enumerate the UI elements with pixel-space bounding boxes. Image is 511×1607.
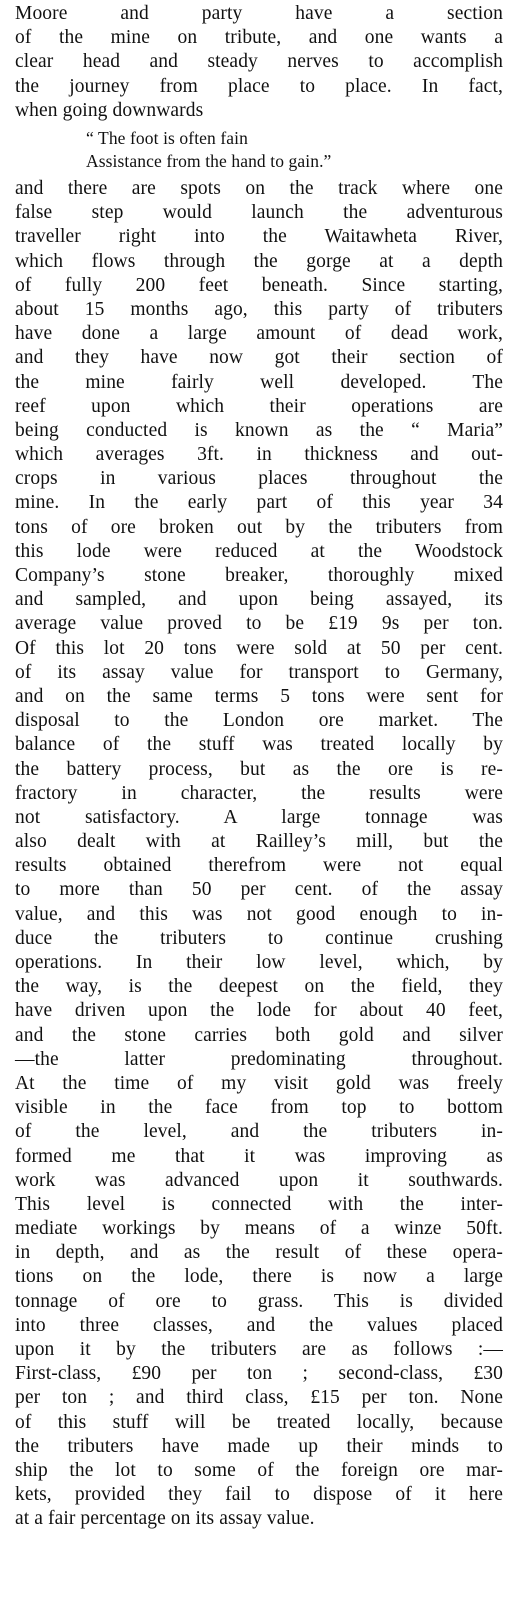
text-line: and they have now got their section of <box>15 347 503 369</box>
text-line: formed me that it was improving as <box>15 1145 503 1167</box>
text-line: not satisfactory. A large tonnage was <box>15 806 503 828</box>
text-line: of fully 200 feet beneath. Since starting, <box>15 274 503 296</box>
text-line: tonnage of ore to grass. This is divided <box>15 1290 503 1312</box>
paragraph-opening <box>15 2 503 123</box>
text-line: the battery process, but as the ore is re- <box>15 758 503 780</box>
text-line: of this stuff will be treated locally, because <box>15 1411 503 1433</box>
text-line: false step would launch the adventurous <box>15 202 503 224</box>
text-line: the tributers have made up their minds to <box>15 1435 503 1457</box>
text-line: the mine fairly well developed. The <box>15 371 503 393</box>
text-line: duce the tributers to continue crushing <box>15 927 503 949</box>
text-line: kets, provided they fail to dispose of it here <box>15 1484 503 1506</box>
text-line: reef upon which their operations are <box>15 395 503 417</box>
text-line: have driven upon the lode for about 40 feet, <box>15 1000 503 1022</box>
text-line: ship the lot to some of the foreign ore mar- <box>15 1459 503 1481</box>
text-line: value, and this was not good enough to in- <box>15 903 503 925</box>
text-line: This level is connected with the inter- <box>15 1193 503 1215</box>
text-line: Company’s stone breaker, thoroughly mixed <box>15 565 503 586</box>
text-line: visible in the face from top to bottom <box>15 1097 503 1119</box>
text-line: to more than 50 per cent. of the assay <box>15 879 503 901</box>
verse-quote <box>86 127 486 173</box>
text-line: clear head and steady nerves to accomplish <box>15 51 503 73</box>
text-line: which flows through the gorge at a depth <box>15 250 503 272</box>
text-line: operations. In their low level, which, by <box>15 952 503 973</box>
paragraph-main <box>15 177 503 1532</box>
text-line: have done a large amount of dead work, <box>15 323 503 345</box>
text-line: of its assay value for transport to Germany, <box>15 661 503 683</box>
text-line: in depth, and as the result of these opera- <box>15 1242 503 1264</box>
text-line: —the latter predominating throughout. <box>15 1048 503 1070</box>
text-line: traveller right into the Waitawheta River, <box>15 226 503 248</box>
text-line: of the level, and the tributers in- <box>15 1121 503 1143</box>
text-line: crops in various places throughout the <box>15 468 503 490</box>
text-line: being conducted is known as the “ Maria” <box>15 419 503 441</box>
text-line: First-class, £90 per ton ; second-class, £30 <box>15 1363 503 1385</box>
text-line: work was advanced upon it southwards. <box>15 1169 503 1191</box>
text-line: Of this lot 20 tons were sold at 50 per cent. <box>15 637 503 659</box>
text-line: and the stone carries both gold and silver <box>15 1024 503 1046</box>
text-line: at a fair percentage on its assay value. <box>15 1508 315 1530</box>
text-line: per ton ; and third class, £15 per ton. None <box>15 1387 503 1409</box>
text-line: Assistance from the hand to gain.” <box>86 151 332 171</box>
text-line: disposal to the London ore market. The <box>15 710 503 732</box>
text-line: results obtained therefrom were not equal <box>15 855 503 877</box>
text-line: into three classes, and the values placed <box>15 1314 503 1336</box>
text-line: and on the same terms 5 tons were sent for <box>15 685 503 707</box>
text-line: average value proved to be £19 9s per ton. <box>15 613 503 635</box>
text-line: At the time of my visit gold was freely <box>15 1072 503 1094</box>
text-line: balance of the stuff was treated locally by <box>15 734 503 756</box>
text-line: Moore and party have a section <box>15 3 503 24</box>
text-line: mine. In the early part of this year 34 <box>15 492 503 514</box>
text-line: and there are spots on the track where one <box>15 178 503 199</box>
text-line: tions on the lode, there is now a large <box>15 1266 503 1288</box>
text-line: the journey from place to place. In fact, <box>15 75 503 97</box>
text-line: also dealt with at Railley’s mill, but the <box>15 831 503 853</box>
text-line: which averages 3ft. in thickness and out- <box>15 444 503 466</box>
text-line: about 15 months ago, this party of tributers <box>15 298 503 320</box>
text-line: “ The foot is often fain <box>86 128 248 148</box>
text-line: when going downwards <box>15 99 204 121</box>
text-line: of the mine on tribute, and one wants a <box>15 27 503 49</box>
text-line: tons of ore broken out by the tributers from <box>15 516 503 538</box>
text-line: fractory in character, the results were <box>15 782 503 804</box>
text-line: upon it by the tributers are as follows :— <box>15 1339 503 1360</box>
text-line: this lode were reduced at the Woodstock <box>15 540 503 562</box>
text-line: mediate workings by means of a winze 50ft. <box>15 1218 503 1240</box>
text-line: and sampled, and upon being assayed, its <box>15 589 503 611</box>
text-line: the way, is the deepest on the field, they <box>15 976 503 998</box>
